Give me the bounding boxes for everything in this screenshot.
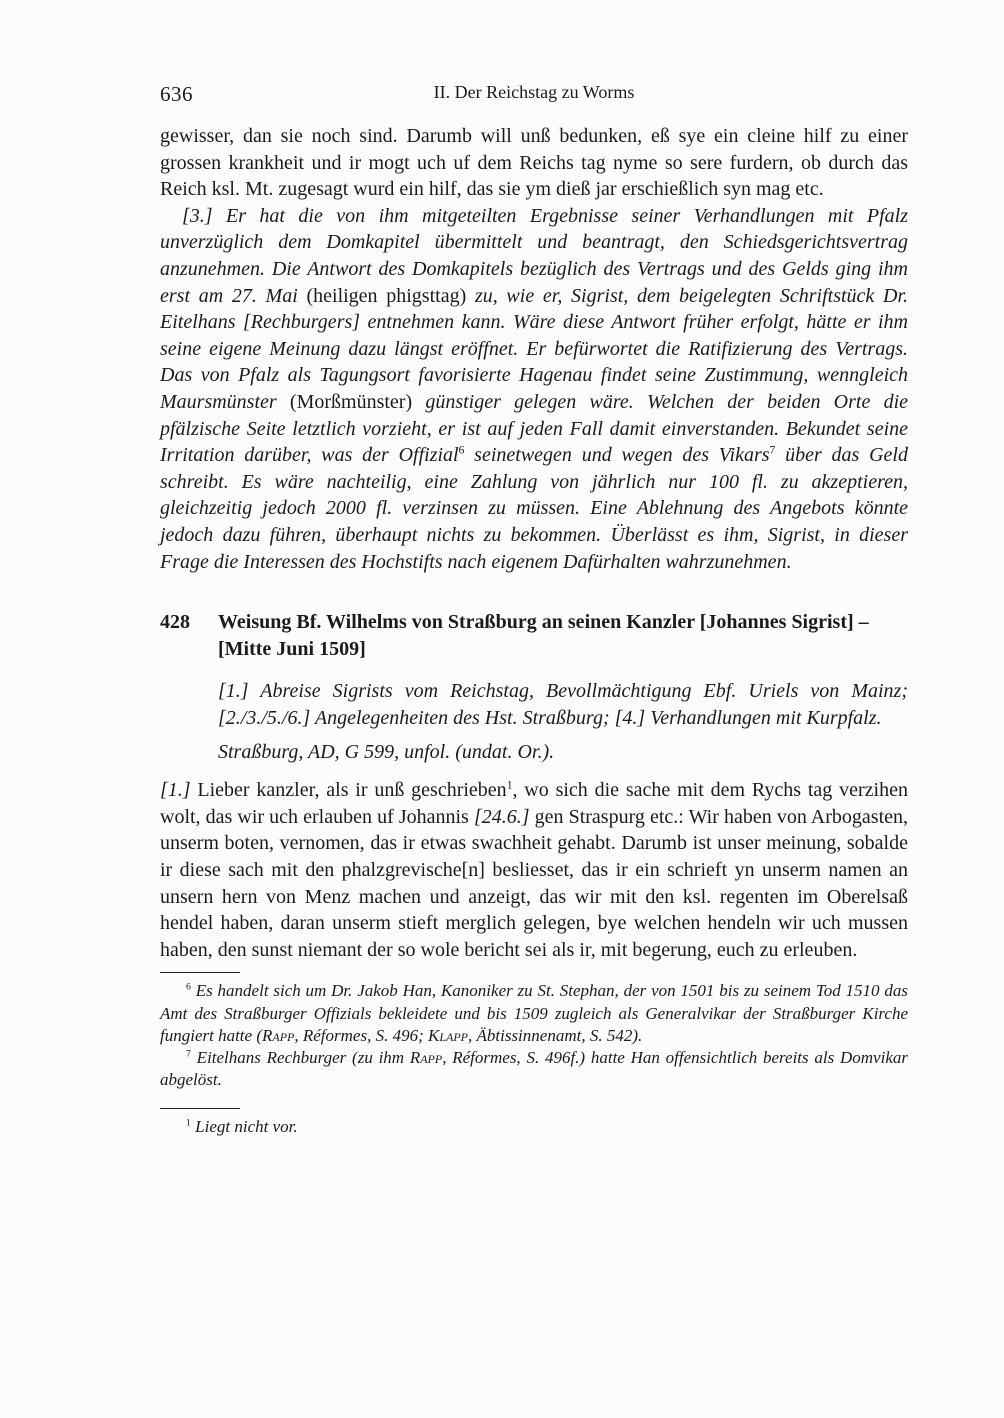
- page-number: 636: [160, 82, 193, 106]
- paragraph-main-text-1: [1.] Lieber kanzler, als ir unß geschrieben$^1$, wo sich die sache mit dem Rychs tag verzihen wolt, das wir uch erlauben uf Johannis [24.6.] gen Straspurg etc.: Wir haben von Arbogasten, unserm boten, vernomen, das ir etwas swachheit gehabt. Darumb ist unser meinung, sobalde ir diese sach mit den phalzgrevische[n] besliesset, das ir ein schrieft yn unserm namen an unsern hern von Menz machen und anzeigt, das wir mit den ksl. regenten im Oberelsaß hendel haben, daran unserm stieft merglich gelegen, bye welchen hendeln wir uch mussen haben, den sunst niemant der so wole bericht sei als ir, mit begerung, euch zu erleuben.: [160, 778, 909, 961]
- running-title: II. Der Reichstag zu Worms: [433, 82, 635, 102]
- entry-heading: [160, 609, 908, 663]
- entry-source-line: Straßburg, AD, G 599, unfol. (undat. Or.).: [218, 741, 555, 764]
- entry-title: Weisung Bf. Wilhelms von Straßburg an seinen Kanzler [Johannes Sigrist] – [Mitte Juni 1509]: [218, 611, 869, 661]
- page-header: [160, 82, 908, 108]
- text-block: [160, 82, 908, 1139]
- entry-summary: [1.] Abreise Sigrists vom Reichstag, Bevollmächtigung Ebf. Uriels von Mainz; [2./3./5./6.] Angelegenheiten des Hst. Straßburg; [4.] Verhandlungen mit Kurpfalz.: [218, 680, 908, 729]
- entry-428: [160, 609, 908, 766]
- entry-number: 428: [160, 611, 190, 634]
- paragraph-continuation: gewisser, dan sie noch sind. Darumb will unß bedunken, eß sye ein cleine hilf zu einer grossen krankheit und ir mogt uch uf dem Reichs tag nyme so sere furdern, ob durch das Reich ksl. Mt. zugesagt wurd ein hilf, das sie ym dieß jar erschießlich syn mag etc.: [160, 125, 908, 201]
- footnote-separator-rule: [160, 972, 240, 973]
- footnotes-section: [160, 972, 908, 1138]
- paragraph-summary-3: [3.] Er hat die von ihm mitgeteilten Ergebnisse seiner Verhandlungen mit Pfalz unverzüglich dem Domkapitel übermittelt und beantragt, den Schiedsgerichtsvertrag anzunehmen. Die Antwort des Domkapitels bezüglich des Vertrags und des Gelds ging ihm erst am 27. Mai (heiligen phigsttag) zu, wie er, Sigrist, dem beigelegten Schriftstück Dr. Eitelhans [Rechburgers] entnehmen kann. Wäre diese Antwort früher erfolgt, hätte er ihm seine eigene Meinung dazu längst eröffnet. Er befürwortet die Ratifizierung des Vertrags. Das von Pfalz als Tagungsort favorisierte Hagenau findet seine Zustimmung, wenngleich Maursmünster (Morßmünster) günstiger gelegen wäre. Welchen der beiden Orte die pfälzische Seite letztlich vorzieht, er ist auf jeden Fall damit einverstanden. Bekundet seine Irritation darüber, was der Offizial$^6$ seinetwegen und wegen des Vikars$^7$ über das Geld schreibt. Es wäre nachteilig, eine Zahlung von jährlich nur 100 fl. zu akzeptieren, gleichzeitig jedoch 2000 fl. verzinsen zu müssen. Eine Ablehnung des Angebots könnte jedoch dazu führen, überhaupt nichts zu bekommen. Überlässt es ihm, Sigrist, in dieser Frage die Interessen des Hochstifts nach eigenem Dafürhalten wahrzunehmen.: [160, 204, 909, 573]
- footnote-separator-rule-2: [160, 1108, 240, 1109]
- footnote-7: $^7$ Eitelhans Rechburger (zu ihm Rapp, Réformes, S. 496f.) hatte Han offensichtlich bereits als Domvikar abgelöst.: [160, 1048, 908, 1090]
- footnote-1: $^1$ Liegt nicht vor.: [186, 1117, 298, 1137]
- footnote-6: $^6$ Es handelt sich um Dr. Jakob Han, Kanoniker zu St. Stephan, der von 1501 bis zu seinem Tod 1510 das Amt des Straßburger Offizials bekleidete und bis 1509 zugleich als Generalvikar der Straßburger Kirche fungiert hatte (Rapp, Réformes, S. 496; Klapp, Äbtissinnenamt, S. 542).: [160, 981, 908, 1045]
